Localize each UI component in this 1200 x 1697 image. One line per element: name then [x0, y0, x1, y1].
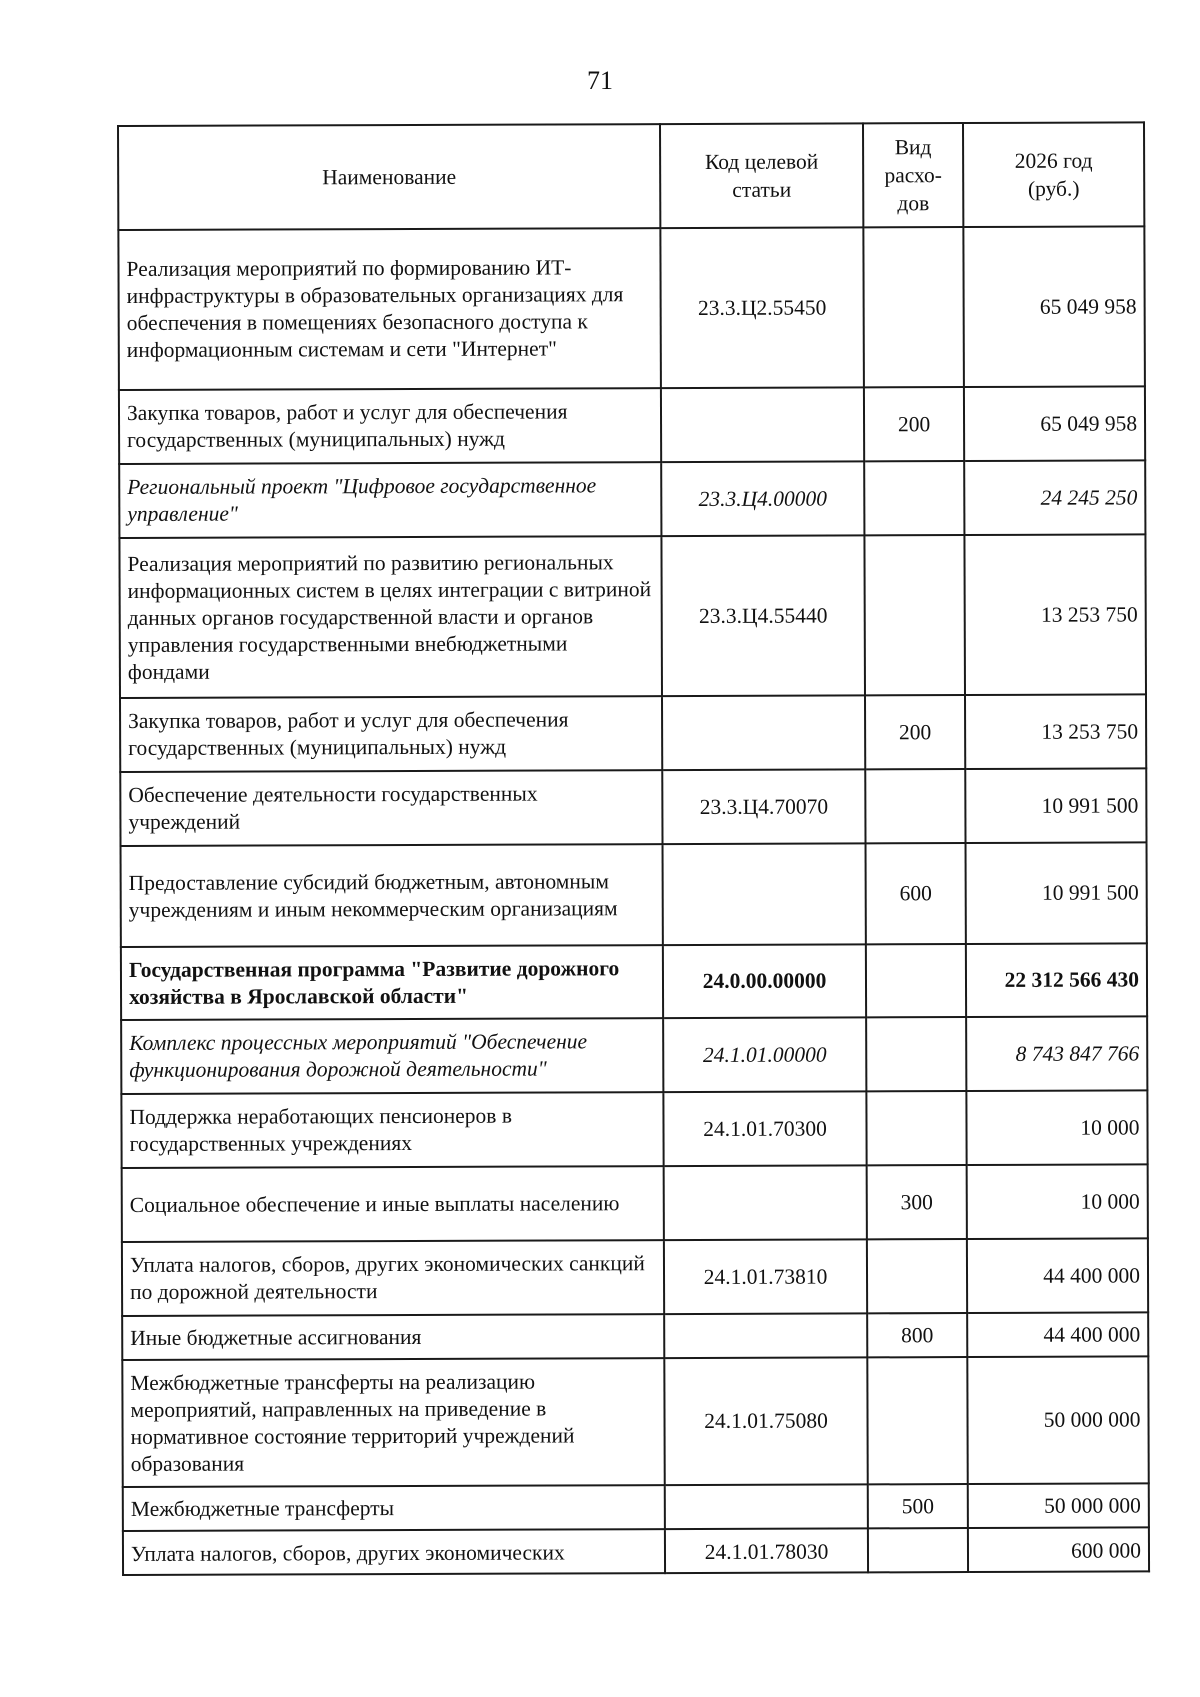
table-row — [119, 460, 1145, 538]
cell-kind — [867, 1357, 967, 1484]
cell-amount: 10 991 500 — [966, 842, 1147, 944]
table-row — [118, 226, 1145, 390]
cell-code: 23.3.Ц4.55440 — [661, 535, 865, 696]
cell-kind: 600 — [866, 843, 966, 944]
cell-kind — [866, 1091, 966, 1165]
cell-code — [665, 1484, 868, 1529]
cell-name: Межбюджетные трансферты — [123, 1485, 665, 1531]
cell-amount: 65 049 958 — [963, 226, 1145, 387]
cell-amount: 44 400 000 — [967, 1238, 1148, 1313]
cell-amount: 10 000 — [967, 1164, 1148, 1239]
cell-name: Реализация мероприятий по развитию региональных информационных систем в целях интеграции с витриной данных органов государственной власти и органов управления государственными внебюджетными фондами — [119, 536, 662, 698]
cell-name: Комплекс процессных мероприятий "Обеспечение функционирования дорожной деятельности" — [121, 1018, 663, 1094]
cell-code: 24.1.01.78030 — [665, 1528, 868, 1573]
cell-name: Предоставление субсидий бюджетным, автономным учреждениям и иным некоммерческим организациям — [121, 844, 663, 947]
table-row — [122, 1312, 1148, 1360]
cell-name: Закупка товаров, работ и услуг для обеспечения государственных (муниципальных) нужд — [120, 696, 662, 772]
cell-name: Реализация мероприятий по формированию ИТ-инфраструктуры в образовательных организациях для обеспечения в помещениях безопасного доступа к информационным системам и сети "Интернет" — [118, 228, 661, 390]
cell-kind — [866, 1017, 966, 1091]
cell-name: Иные бюджетные ассигнования — [122, 1314, 664, 1360]
cell-code: 24.1.01.00000 — [663, 1017, 866, 1092]
cell-kind — [867, 1239, 967, 1313]
cell-code — [664, 1165, 867, 1240]
cell-amount: 22 312 566 430 — [966, 943, 1147, 1017]
table-row — [120, 694, 1146, 772]
cell-kind: 300 — [867, 1165, 967, 1239]
cell-name: Поддержка неработающих пенсионеров в государственных учреждениях — [121, 1092, 663, 1168]
cell-amount: 50 000 000 — [968, 1483, 1149, 1528]
cell-name: Обеспечение деятельности государственных учреждений — [120, 770, 662, 846]
cell-code: 23.3.Ц4.70070 — [662, 769, 865, 844]
table-row — [123, 1527, 1149, 1575]
cell-name: Уплата налогов, сборов, других экономических санкций по дорожной деятельности — [122, 1240, 664, 1316]
cell-name: Региональный проект "Цифровое государственное управление" — [119, 462, 661, 538]
cell-kind: 200 — [864, 387, 964, 461]
cell-amount: 44 400 000 — [967, 1312, 1148, 1357]
cell-kind — [864, 535, 965, 695]
cell-kind: 500 — [868, 1484, 968, 1528]
table-row — [122, 1238, 1148, 1316]
cell-kind — [868, 1528, 968, 1572]
cell-code — [664, 1313, 867, 1358]
header-amount: 2026 год (руб.) — [963, 122, 1144, 227]
cell-amount: 50 000 000 — [967, 1356, 1148, 1484]
cell-code: 24.1.01.75080 — [664, 1357, 867, 1485]
table-row — [122, 1356, 1148, 1487]
cell-kind — [864, 461, 964, 535]
cell-code — [661, 387, 864, 462]
table-body — [118, 226, 1149, 1575]
cell-kind — [865, 769, 965, 843]
header-kind: Вид расхо-дов — [863, 123, 963, 227]
cell-amount: 10 000 — [966, 1090, 1147, 1165]
cell-amount: 600 000 — [968, 1527, 1149, 1572]
cell-kind — [863, 227, 964, 387]
header-name: Наименование — [118, 124, 660, 230]
cell-amount: 8 743 847 766 — [966, 1016, 1147, 1091]
table-row — [119, 386, 1145, 464]
cell-code — [662, 695, 865, 770]
cell-kind — [866, 944, 966, 1017]
table-row — [119, 534, 1146, 698]
table-row — [121, 1090, 1147, 1168]
table-row — [121, 943, 1147, 1020]
cell-amount: 10 991 500 — [965, 768, 1146, 843]
table-row — [122, 1164, 1148, 1242]
budget-table — [117, 121, 1150, 1576]
page-number: 71 — [587, 66, 613, 95]
cell-code: 24.0.00.00000 — [663, 944, 866, 1018]
cell-amount: 13 253 750 — [964, 534, 1146, 695]
cell-code: 23.3.Ц4.00000 — [661, 461, 864, 536]
cell-name: Государственная программа "Развитие дорожного хозяйства в Ярославской области" — [121, 945, 663, 1020]
table-header-row — [118, 122, 1144, 230]
cell-name: Уплата налогов, сборов, других экономических — [123, 1529, 665, 1575]
cell-code: 24.1.01.73810 — [664, 1239, 867, 1314]
cell-amount: 65 049 958 — [964, 386, 1145, 461]
cell-code — [663, 843, 866, 945]
cell-amount: 13 253 750 — [965, 694, 1146, 769]
table-row — [121, 1016, 1147, 1094]
table-row — [123, 1483, 1149, 1531]
header-code: Код целевой статьи — [660, 123, 863, 228]
table-row — [121, 842, 1147, 947]
cell-amount: 24 245 250 — [964, 460, 1145, 535]
cell-name: Социальное обеспечение и иные выплаты населению — [122, 1166, 664, 1242]
cell-kind: 200 — [865, 695, 965, 769]
table-row — [120, 768, 1146, 846]
cell-name: Межбюджетные трансферты на реализацию мероприятий, направленных на приведение в нормативное состояние территорий учреждений образования — [122, 1358, 664, 1487]
cell-code: 24.1.01.70300 — [663, 1091, 866, 1166]
cell-kind: 800 — [867, 1313, 967, 1357]
cell-code: 23.3.Ц2.55450 — [660, 227, 864, 388]
cell-name: Закупка товаров, работ и услуг для обеспечения государственных (муниципальных) нужд — [119, 388, 661, 464]
